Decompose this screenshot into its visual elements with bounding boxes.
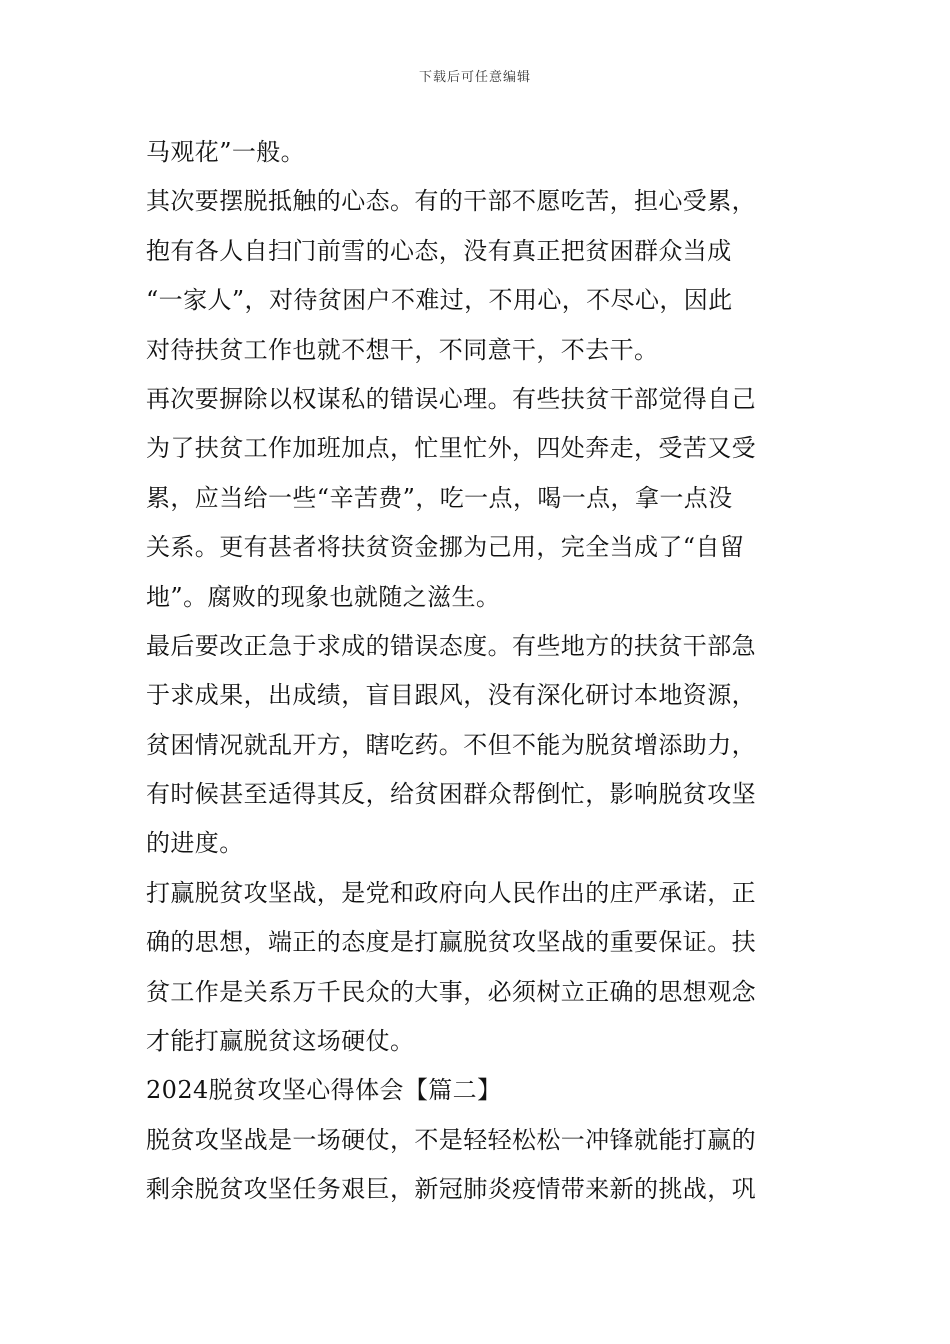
- text-line: 再次要摒除以权谋私的错误心理。有些扶贫干部觉得自己: [146, 384, 756, 413]
- text-line: 才能打赢脱贫这场硬仗。: [146, 1027, 415, 1056]
- text-line: “一家人”，对待贫困户不难过，不用心，不尽心，因此: [146, 286, 733, 315]
- text-line: 脱贫攻坚战是一场硬仗，不是轻轻松松一冲锋就能打赢的: [146, 1125, 756, 1154]
- text-line: 打赢脱贫攻坚战，是党和政府向人民作出的庄严承诺，正: [146, 878, 756, 907]
- text-line: 确的思想，端正的态度是打赢脱贫攻坚战的重要保证。扶: [146, 928, 756, 957]
- text-line: 抱有各人自扫门前雪的心态，没有真正把贫困群众当成: [146, 236, 732, 265]
- text-line: 于求成果，出成绩，盲目跟风，没有深化研讨本地资源，: [146, 681, 756, 710]
- text-line: 为了扶贫工作加班加点，忙里忙外，四处奔走，受苦又受: [146, 434, 756, 463]
- text-line: 最后要改正急于求成的错误态度。有些地方的扶贫干部急: [146, 631, 756, 660]
- page-header: 下载后可任意编辑: [418, 70, 531, 85]
- document-body: [146, 128, 810, 1215]
- text-line: 马观花”一般。: [146, 138, 306, 166]
- text-line: 地”。腐败的现象也就随之滋生。: [146, 582, 501, 611]
- text-line: 有时候甚至适得其反，给贫困群众帮倒忙，影响脱贫攻坚: [146, 780, 756, 809]
- text-line: 对待扶贫工作也就不想干，不同意干，不去干。: [146, 335, 659, 364]
- text-line: 的进度。: [146, 829, 244, 858]
- text-line: 其次要摆脱抵触的心态。有的干部不愿吃苦，担心受累，: [146, 187, 756, 216]
- text-line: 剩余脱贫攻坚任务艰巨，新冠肺炎疫情带来新的挑战，巩: [146, 1175, 756, 1204]
- section-heading: 2024脱贫攻坚心得体会【篇二】: [146, 1076, 502, 1105]
- text-line: 累，应当给一些“辛苦费”，吃一点，喝一点，拿一点没: [146, 483, 733, 512]
- text-line: 贫困情况就乱开方，瞎吃药。不但不能为脱贫增添助力，: [146, 730, 756, 759]
- text-line: 贫工作是关系万千民众的大事，必须树立正确的思想观念: [146, 977, 756, 1006]
- text-line: 关系。更有甚者将扶贫资金挪为己用，完全当成了“自留: [146, 533, 745, 562]
